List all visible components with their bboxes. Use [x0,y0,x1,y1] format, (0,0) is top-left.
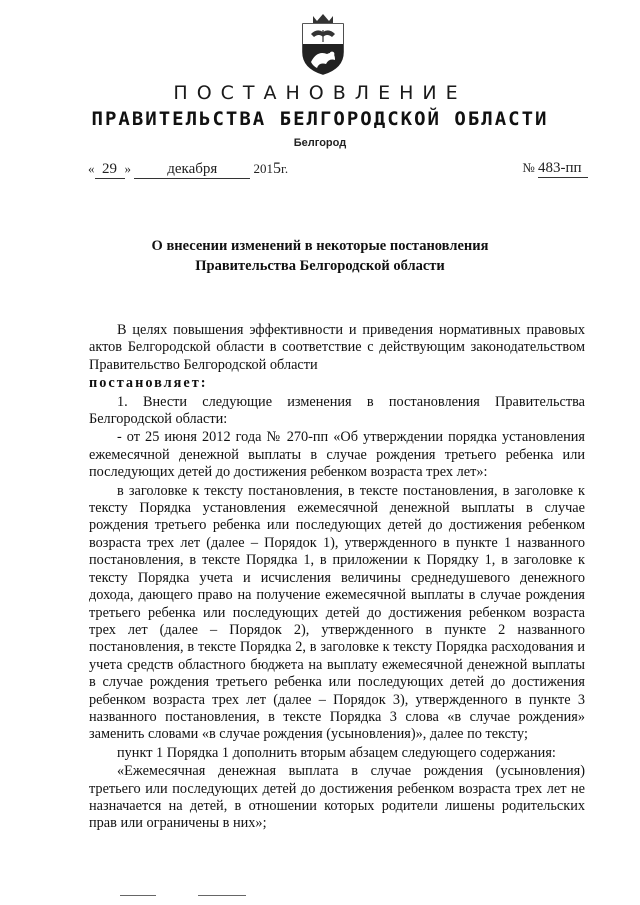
date-quote-open: « [88,161,95,176]
item-1-paragraph: 1. Внести следующие изменения в постановления Правительства Белгородской области: [89,393,585,428]
city-label: Белгород [293,137,347,149]
date-year-suffix: г. [281,161,289,176]
date-year-digit: 5 [273,160,281,177]
preamble-paragraph: В целях повышения эффективности и приведения нормативных правовых актов Белгородской области в соответствие с действующим законодательством Правительство Белгородской области [89,322,585,373]
number-value: 483-пп [538,160,588,178]
resolution-270-paragraph: - от 25 июня 2012 года № 270-пп «Об утверждении порядка установления ежемесячной денежной выплаты в случае рождения третьего ребенка или последующих детей до достижения ребенком возраста трех лет»: [89,429,585,481]
title-line-2: Правительства Белгородской области [195,258,445,274]
date-year-prefix: 201 [253,161,273,176]
date-month: декабря [134,161,250,179]
title-line-1: О внесении изменений в некоторые постановления [151,238,489,254]
document-body [89,322,585,834]
date-day: 29 [95,161,125,179]
resolves-keyword: постановляет: [89,375,208,392]
supplement-paragraph: пункт 1 Порядка 1 дополнить вторым абзацем следующего содержания: [117,744,556,761]
amendment-paragraph: в заголовке к тексту постановления, в тексте постановления, в заголовке к тексту Порядка установления ежемесячной денежной выплаты в случае рождения третьего ребенка или последующих детей до достижения ребенком возраста трех лет (далее – Порядок 1), утвержденного в пункте 1 названного постановления, в тексте Порядка 1, в приложении к Порядку 1, в заголовке к тексту Порядка учета и исчисления величины среднедушевого денежного дохода, дающего право на получение ежемесячной выплаты в случае рождения третьего ребенка или последующих детей до достижения ребенком возраста трех лет (далее – Порядок 2), утвержденного в пункте 2 названного постановления, в тексте Порядка 2, в заголовке к тексту Порядка расходования и учета средств областного бюджета на выплату ежемесячной денежной выплаты в случае рождения третьего ребенка или последующих детей до достижения ребенком возраста трех лет (далее – Порядок 3), утвержденного в пункте 3 названного постановления, в тексте Порядка 3 слова «в случае рождения» заменить словами «в случае рождения (усыновления)», далее по тексту; [89,482,585,743]
document-title [0,236,640,276]
number-sign: № [522,160,535,175]
document-number [522,160,588,178]
document-type-heading: ПОСТАНОВЛЕНИЕ [173,82,467,104]
date-quote-close: » [124,161,131,176]
issuer-heading: ПРАВИТЕЛЬСТВА БЕЛГОРОДСКОЙ ОБЛАСТИ [91,108,549,130]
quoted-paragraph: «Ежемесячная денежная выплата в случае рождения (усыновления) третьего или последующих детей до достижения ребенком возраста трех лет не назначается на детей, в отношении которых родители лишены родительских прав или ограничены в них»; [89,763,585,832]
coat-of-arms-icon [299,10,347,76]
date-line [88,160,288,179]
footer-rule [120,895,320,899]
